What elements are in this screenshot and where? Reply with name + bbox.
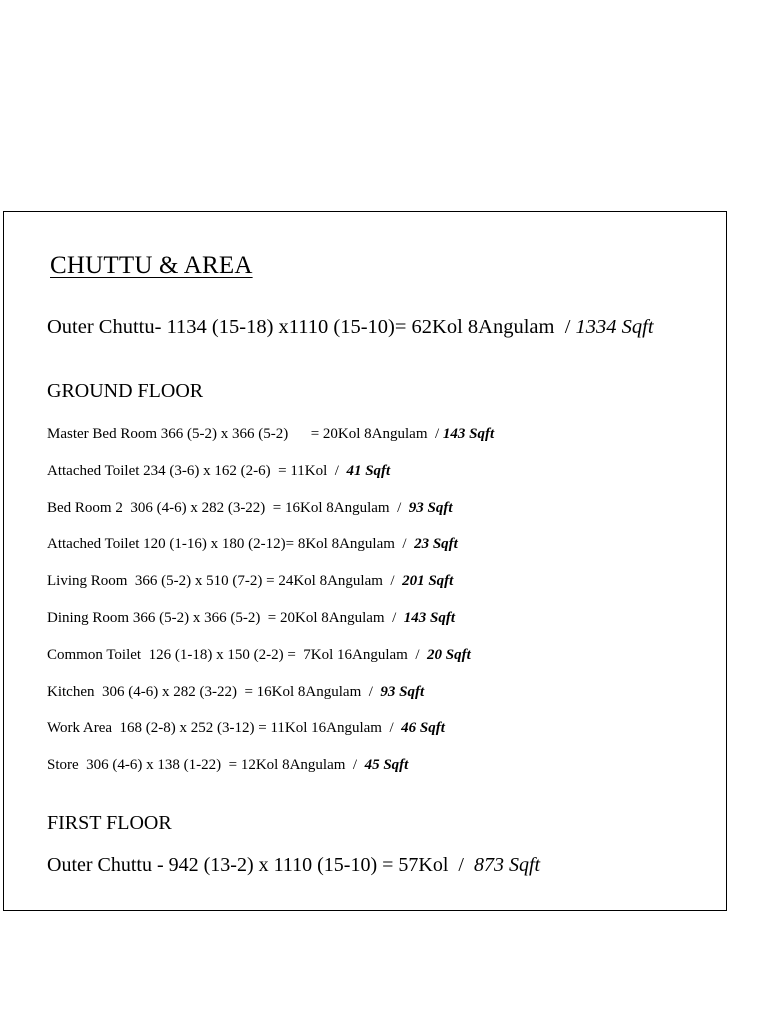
room-area: 20 Sqft [427,646,471,663]
document-page [3,211,727,911]
room-area: 23 Sqft [414,536,458,553]
room-dimensions: Master Bed Room 366 (5-2) x 366 (5-2) = 20Kol 8Angulam / [47,426,443,442]
room-area: 201 Sqft [402,573,454,590]
ground-floor-heading: GROUND FLOOR [47,380,204,402]
first-floor-heading: FIRST FLOOR [47,812,172,834]
room-line [47,755,494,792]
room-area: 41 Sqft [346,462,391,479]
room-line [47,571,494,608]
room-line [47,534,494,571]
room-area: 46 Sqft [401,720,445,737]
room-dimensions: Kitchen 306 (4-6) x 282 (3-22) = 16Kol 8Angulam / [47,683,381,700]
document-title: CHUTTU & AREA [50,252,253,279]
room-dimensions: Bed Room 2 306 (4-6) x 282 (3-22) = 16Kol 8Angulam / [47,499,409,516]
room-area: 93 Sqft [380,683,425,700]
ground-floor-room-list [47,424,494,792]
room-line [47,424,494,461]
first-floor-outer-chuttu-text: Outer Chuttu - 942 (13-2) x 1110 (15-10) = 57Kol / [47,854,474,876]
outer-chuttu-area: 1334 Sqft [575,316,654,338]
room-dimensions: Work Area 168 (2-8) x 252 (3-12) = 11Kol 16Angulam / [47,720,402,737]
room-line [47,461,494,498]
room-dimensions: Store 306 (4-6) x 138 (1-22) = 12Kol 8Angulam / [47,757,365,774]
room-line [47,498,494,535]
outer-chuttu-line [47,316,654,339]
room-area: 143 Sqft [442,426,495,442]
first-floor-outer-chuttu-line [47,854,540,877]
room-dimensions: Living Room 366 (5-2) x 510 (7-2) = 24Kol 8Angulam / [47,573,403,590]
room-dimensions: Attached Toilet 234 (3-6) x 162 (2-6) = 11Kol / [47,462,347,479]
room-dimensions: Common Toilet 126 (1-18) x 150 (2-2) = 7Kol 16Angulam / [47,646,428,663]
room-area: 143 Sqft [403,609,456,626]
outer-chuttu-text: Outer Chuttu- 1134 (15-18) x1110 (15-10)= 62Kol 8Angulam / [47,316,576,338]
room-line [47,608,494,645]
room-dimensions: Dining Room 366 (5-2) x 366 (5-2) = 20Kol 8Angulam / [47,609,404,626]
room-area: 93 Sqft [408,499,453,516]
room-area: 45 Sqft [364,757,409,774]
first-floor-outer-chuttu-area: 873 Sqft [473,854,541,876]
room-line [47,718,494,755]
room-line [47,645,494,682]
room-dimensions: Attached Toilet 120 (1-16) x 180 (2-12)= 8Kol 8Angulam / [47,536,415,553]
room-line [47,682,494,719]
